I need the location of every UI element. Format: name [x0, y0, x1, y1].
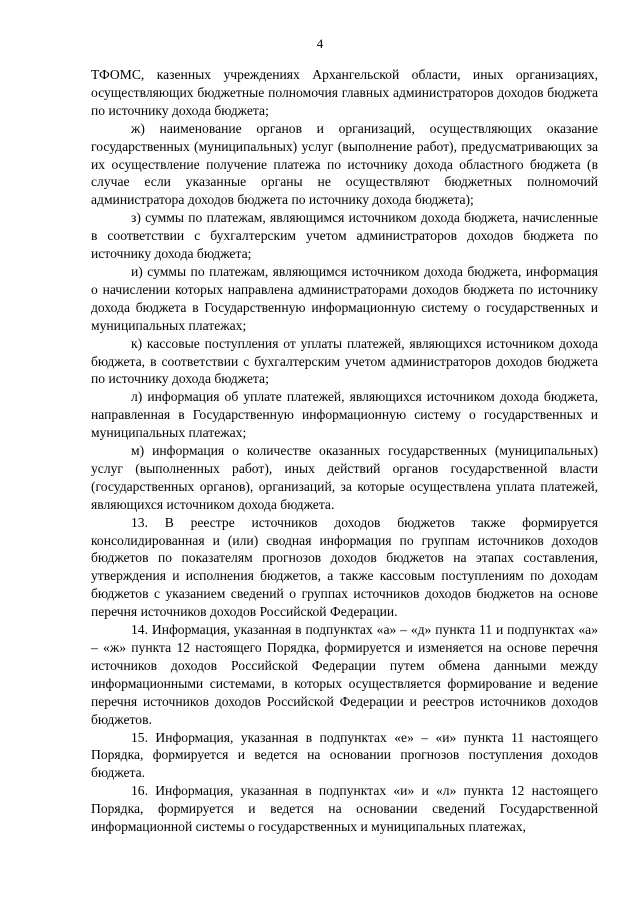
- paragraph-item-k: к) кассовые поступления от уплаты платежей, являющихся источником дохода бюджета, в соответствии с бухгалтерским учетом администраторов доходов бюджета по источнику дохода бюджета;: [91, 335, 598, 387]
- paragraph-item-l: л) информация об уплате платежей, являющихся источником дохода бюджета, направленная в Государственную информационную систему о государственных и муниципальных платежах;: [91, 389, 598, 441]
- paragraph-item-m: м) информация о количестве оказанных государственных (муниципальных) услуг (выполненных работ), иных действий органов государственной власти (государственных органов), организаций, за которые осуществлена уплата платежей, являющихся источником дохода бюджета.: [91, 443, 598, 512]
- paragraph-clause-16: 16. Информация, указанная в подпунктах «и» и «л» пункта 12 настоящего Порядка, формируется и ведется на основании сведений Государственной информационной системы о государственных и муниципальных платежах,: [91, 783, 598, 835]
- paragraph-continuation: ТФОМС, казенных учреждениях Архангельской области, иных организациях, осуществляющих бюджетные полномочия главных администраторов доходов бюджета по источнику дохода бюджета;: [91, 67, 598, 118]
- paragraph-item-i: и) суммы по платежам, являющимся источником дохода бюджета, информация о начислении которых направлена администраторами доходов бюджета по источнику дохода бюджета в Государственную информационную систему о государственных и муниципальных платежах;: [91, 263, 598, 333]
- document-body: [91, 66, 598, 836]
- paragraph-item-zh: ж) наименование органов и организаций, осуществляющих оказание государственных (муниципальных) услуг (выполнение работ), предусматривающих за их осуществление получение платежа по источнику дохода областного бюджета (в случае если указанные органы не осуществляют бюджетных полномочий администратора доходов бюджета по источнику дохода бюджета);: [91, 120, 598, 208]
- paragraph-clause-13: 13. В реестре источников доходов бюджетов также формируется консолидированная и (или) сводная информация по группам источников доходов бюджетов по показателям прогнозов доходов бюджетов на этапах составления, утверждения и исполнения бюджетов, а также кассовым поступлениям по доходам бюджетов с указанием сведений о группах источников доходов бюджетов на основе перечня источников доходов Российской Федерации.: [91, 514, 598, 620]
- paragraph-item-z: з) суммы по платежам, являющимся источником дохода бюджета, начисленные в соответствии с бухгалтерским учетом администраторов доходов бюджета по источнику дохода бюджета;: [91, 210, 598, 262]
- paragraph-clause-15: 15. Информация, указанная в подпунктах «е» – «и» пункта 11 настоящего Порядка, формируется и ведется на основании прогнозов поступления доходов бюджета.: [91, 729, 598, 781]
- paragraph-clause-14: 14. Информация, указанная в подпунктах «а» – «д» пункта 11 и подпунктах «а» – «ж» пункта 12 настоящего Порядка, формируется и изменяется на основе перечня источников доходов Российской Федерации путем обмена данными между информационными системами, в которых осуществляется формирование и ведение перечня источников доходов Российской Федерации и реестров источников доходов бюджетов.: [91, 622, 598, 727]
- page-number: 4: [316, 36, 324, 51]
